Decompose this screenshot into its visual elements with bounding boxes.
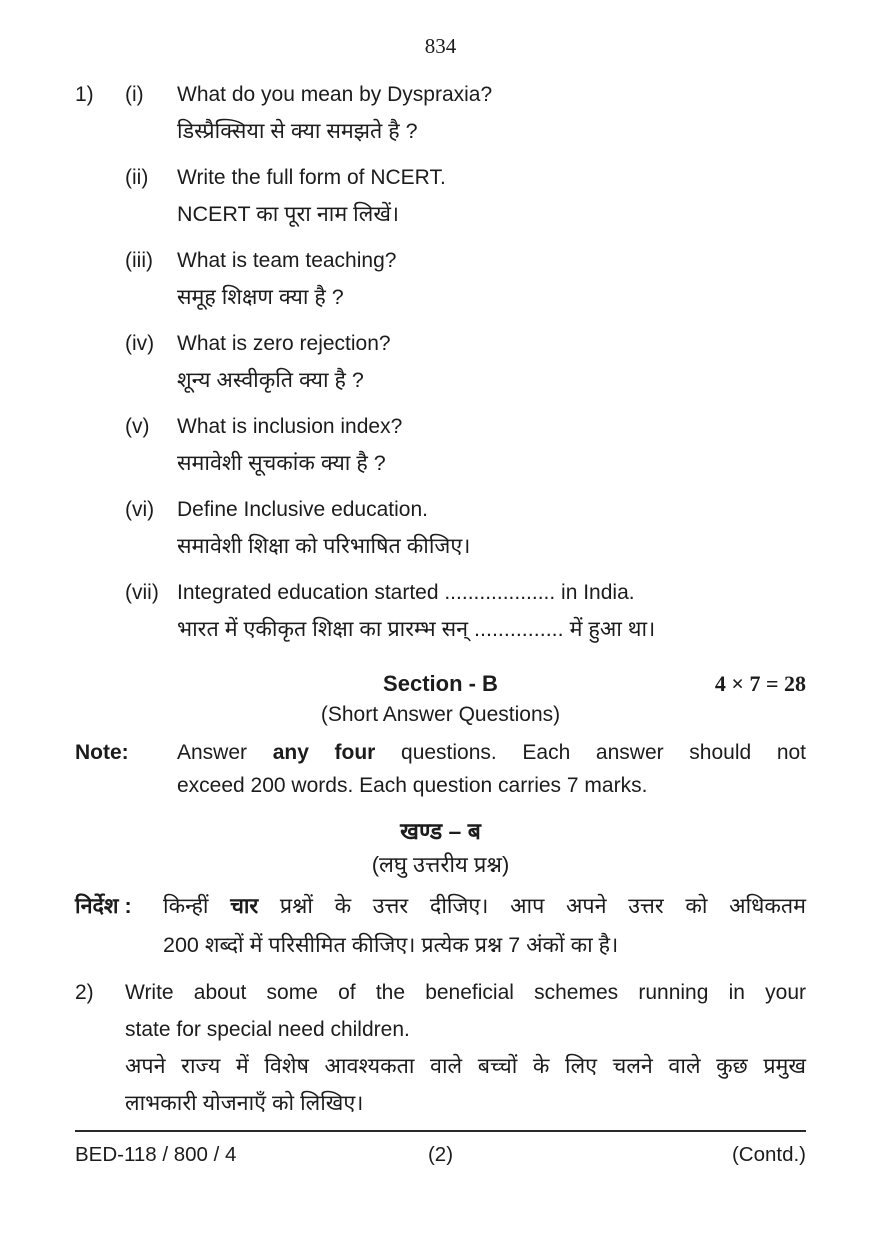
- sub-question-ii: [75, 159, 806, 233]
- question-2-hi-line-2: लाभकारी योजनाएँ को लिखिए।: [125, 1091, 364, 1115]
- nirdesh-line-1: किन्हीं चार प्रश्नों के उत्तर दीजिए। आप अपने उत्तर को अधिकतम: [163, 894, 806, 918]
- question-1-block: [75, 76, 806, 648]
- nirdesh-block: [75, 887, 806, 965]
- sub-question-vi: [75, 491, 806, 565]
- note-line-1: Answer any four questions. Each answer should not: [177, 741, 807, 764]
- question-text-en: What is team teaching?: [177, 249, 397, 272]
- roman-numeral: (iii): [125, 249, 153, 272]
- question-text-hi: NCERT का पूरा नाम लिखें।: [177, 202, 400, 226]
- note-emphasis: any four: [272, 741, 376, 764]
- question-text-hi: समावेशी सूचकांक क्या है ?: [177, 451, 386, 475]
- sub-question-v: [75, 408, 806, 482]
- question-text-en: Define Inclusive education.: [177, 498, 428, 521]
- page-number-top: 834: [424, 34, 457, 58]
- question-2-en-line-1: Write about some of the beneficial schemes running in your: [125, 981, 806, 1004]
- section-b-title: Section - B: [383, 671, 498, 696]
- question-text-en: What is inclusion index?: [177, 415, 403, 438]
- question-text-hi: समूह शिक्षण क्या है ?: [177, 285, 344, 309]
- roman-numeral: (v): [125, 415, 150, 438]
- question-text-en: What is zero rejection?: [177, 332, 391, 355]
- question-text-en: What do you mean by Dyspraxia?: [177, 83, 493, 106]
- sub-question-i: [75, 76, 806, 150]
- sub-question-iii: [75, 242, 806, 316]
- question-text-hi: शून्य अस्वीकृति क्या है ?: [177, 368, 364, 392]
- roman-numeral: (ii): [125, 166, 149, 189]
- nirdesh-line-2: 200 शब्दों में परिसीमित कीजिए। प्रत्येक प्रश्न 7 अंकों का है।: [163, 933, 619, 957]
- question-2-hi-line-1: अपने राज्य में विशेष आवश्यकता वाले बच्चों के लिए चलने वाले कुछ प्रमुख: [125, 1054, 806, 1078]
- sub-question-vii: [75, 574, 806, 648]
- section-b-title-hindi: खण्ड – ब: [400, 818, 481, 844]
- section-b-subtitle-hindi: (लघु उत्तरीय प्रश्न): [371, 852, 510, 877]
- footer-contd: (Contd.): [731, 1143, 806, 1166]
- question-2-number: 2): [75, 981, 94, 1004]
- roman-numeral: (vi): [125, 498, 155, 521]
- question-text-hi-with-blank: भारत में एकीकृत शिक्षा का प्रारम्भ सन् ............... में हुआ था।: [177, 617, 656, 641]
- nirdesh-label: निर्देश :: [75, 894, 132, 918]
- roman-numeral: (i): [125, 83, 144, 106]
- roman-numeral: (vii): [125, 581, 159, 604]
- note-block: [75, 736, 806, 802]
- nirdesh-emphasis: चार: [230, 894, 259, 918]
- question-text-hi: समावेशी शिक्षा को परिभाषित कीजिए।: [177, 534, 471, 558]
- sub-question-iv: [75, 325, 806, 399]
- section-b-header: [75, 670, 806, 698]
- section-b-marks: 4 × 7 = 28: [714, 671, 806, 696]
- note-line-2: exceed 200 words. Each question carries 7 marks.: [177, 774, 648, 797]
- question-1-number: 1): [75, 83, 94, 106]
- question-2-en-line-2: state for special need children.: [125, 1018, 410, 1041]
- section-b-subtitle: (Short Answer Questions): [320, 703, 561, 726]
- question-2-block: [75, 974, 806, 1122]
- page-footer: [75, 1130, 806, 1167]
- note-label: Note:: [75, 741, 129, 764]
- footer-paper-code: BED-118 / 800 / 4: [75, 1143, 237, 1166]
- roman-numeral: (iv): [125, 332, 155, 355]
- question-text-en: Write the full form of NCERT.: [177, 166, 446, 189]
- footer-page-number: (2): [427, 1143, 454, 1166]
- question-text-en-with-blank: Integrated education started ................... in India.: [177, 581, 635, 604]
- question-text-hi: डिस्प्रैक्सिया से क्या समझते है ?: [177, 119, 418, 143]
